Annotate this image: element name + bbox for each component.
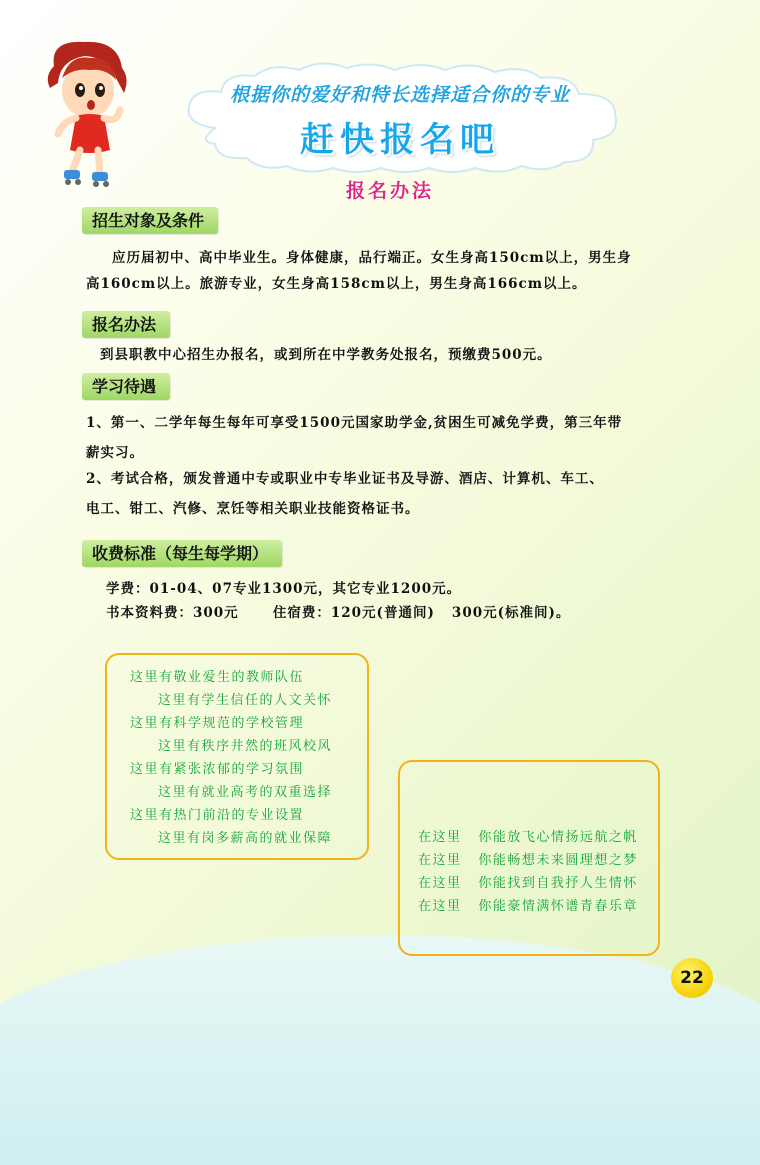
section-heading-study-benefits: 学习待遇 [82, 373, 170, 400]
feature-line-8: 这里有岗多薪高的就业保障 [158, 831, 333, 846]
feature-line-7: 这里有热门前沿的专业设置 [130, 808, 305, 823]
study-benefits-line-4: 电工、钳工、汽修、烹饪等相关职业技能资格证书。 [86, 501, 420, 517]
registration-line-1: 到县职教中心招生办报名，或到所在中学教务处报名，预缴费500元。 [100, 347, 552, 363]
bottom-wave-decoration [0, 935, 760, 1165]
aspiration-line-1: 在这里 你能放飞心情扬远航之帆 [418, 830, 638, 845]
header-slogan: 根据你的爱好和特长选择适合你的专业 [229, 84, 570, 106]
aspiration-line-3: 在这里 你能找到自我抒人生情怀 [418, 876, 638, 891]
fee-standard-line-1: 学费：01-04、07专业1300元，其它专业1200元。 [106, 581, 462, 597]
feature-line-3: 这里有科学规范的学校管理 [130, 716, 305, 731]
fee-standard-line-2: 书本资料费：300元 住宿费：120元(普通间) 300元(标准间)。 [106, 605, 571, 621]
enrollment-conditions-line-1: 应历届初中、高中毕业生。身体健康，品行端正。女生身高150cm以上，男生身 [112, 250, 632, 266]
section-heading-enrollment-conditions: 招生对象及条件 [82, 207, 218, 234]
feature-line-4: 这里有秩序井然的班风校风 [158, 739, 333, 754]
feature-line-1: 这里有敬业爱生的教师队伍 [130, 670, 305, 685]
mascot-girl-illustration [40, 38, 135, 188]
page-subtitle: 报名办法 [345, 180, 434, 202]
aspiration-line-2: 在这里 你能畅想未来圆理想之梦 [418, 853, 638, 868]
study-benefits-line-1: 1、第一、二学年每生每年可享受1500元国家助学金,贫困生可减免学费，第三年带 [86, 415, 623, 431]
page-number-badge: 22 [671, 958, 713, 998]
study-benefits-line-2: 薪实习。 [86, 445, 144, 461]
section-heading-fee-standard: 收费标准（每生每学期） [82, 540, 282, 567]
aspiration-line-4: 在这里 你能豪情满怀谱青春乐章 [418, 899, 638, 914]
feature-line-6: 这里有就业高考的双重选择 [158, 785, 333, 800]
feature-line-2: 这里有学生信任的人文关怀 [158, 693, 333, 708]
feature-line-5: 这里有紧张浓郁的学习氛围 [130, 762, 305, 777]
enrollment-conditions-line-2: 高160cm以上。旅游专业，女生身高158cm以上，男生身高166cm以上。 [86, 276, 587, 292]
section-heading-registration: 报名办法 [82, 311, 170, 338]
study-benefits-line-3: 2、考试合格，颁发普通中专或职业中专毕业证书及导游、酒店、计算机、车工、 [86, 471, 604, 487]
page-title: 赶快报名吧 [300, 120, 500, 160]
